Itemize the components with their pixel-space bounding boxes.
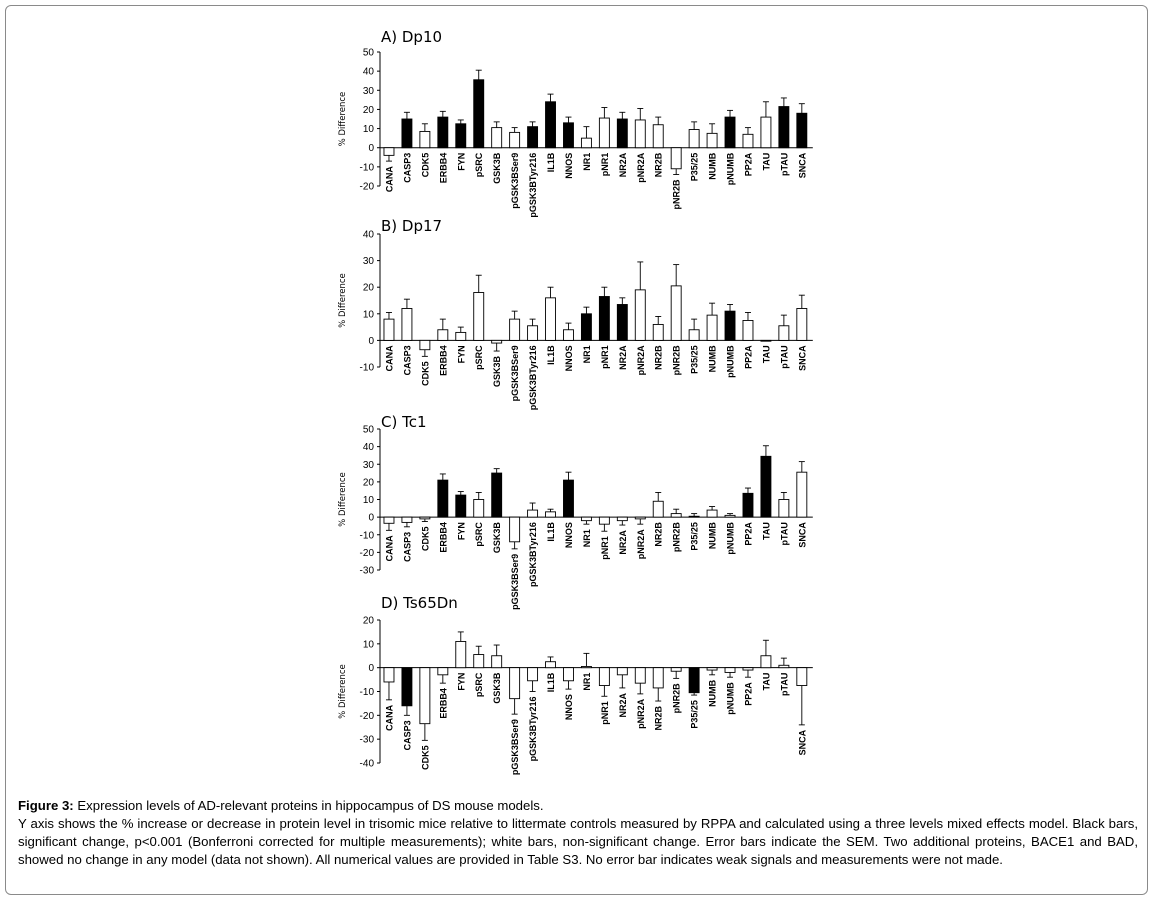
panel-c-tc1-bar-p35-25: [689, 516, 699, 517]
panel-c-tc1-category-label-pnumb: pNUMB: [725, 522, 736, 555]
panel-c-tc1-category-label-p35-25: P35/25: [689, 522, 700, 551]
panel-b-dp17-bar-tau: [761, 340, 771, 341]
panel-a-dp10-y-tick-label: -10: [359, 162, 374, 174]
panel-b-dp17-bar-pp2a: [743, 320, 753, 340]
panel-a-dp10-bar-pnr2b: [671, 148, 681, 169]
panel-a-dp10-bar-numb: [707, 133, 717, 147]
panel-a-dp10-bar-erbb4: [438, 117, 448, 148]
caption-title: Expression levels of AD-relevant proteins in hippocampus of DS mouse models.: [73, 798, 544, 813]
panel-d-ts65dn: [338, 594, 813, 775]
panel-c-tc1-ylabel: % Difference: [338, 472, 348, 527]
caption-label: Figure 3:: [18, 798, 74, 813]
panel-d-ts65dn-category-label-tau: TAU: [761, 672, 772, 691]
panel-b-dp17-bar-p35-25: [689, 330, 699, 341]
panel-a-dp10-category-label-nr2a: NR2A: [617, 152, 628, 178]
panel-c-tc1-category-label-tau: TAU: [761, 522, 772, 540]
panel-a-dp10-bar-nr2a: [617, 119, 627, 148]
panel-b-dp17-bar-ptau: [779, 326, 789, 341]
caption-heading: [18, 797, 1138, 815]
panel-c-tc1-category-label-numb: NUMB: [707, 522, 718, 550]
panel-a-dp10-ylabel: % Difference: [338, 91, 348, 147]
panel-a-dp10-y-tick-label: -20: [359, 181, 374, 193]
panel-d-ts65dn-bar-pp2a: [743, 668, 753, 670]
panel-c-tc1-category-label-pnr2a: pNR2A: [635, 529, 646, 560]
panel-d-ts65dn-y-tick-label: 0: [368, 663, 374, 675]
panel-a-dp10-category-label-nr2b: NR2B: [653, 152, 664, 178]
panel-a-dp10-category-label-gsk3b: GSK3B: [492, 152, 503, 184]
panel-a-dp10-y-tick-label: 50: [362, 47, 374, 59]
panel-c-tc1-bar-pnr2a: [635, 517, 645, 519]
panel-d-ts65dn-category-label-cdk5: CDK5: [420, 745, 431, 770]
panel-b-dp17-category-label-casp3: CASP3: [402, 345, 413, 376]
panel-b-dp17-y-tick-label: 30: [362, 256, 374, 268]
panel-d-ts65dn-bar-snca: [797, 668, 807, 686]
panel-a-dp10-bar-nr1: [581, 138, 591, 148]
panel-a-dp10-bar-gsk3b: [492, 128, 502, 148]
panel-d-ts65dn-bar-numb: [707, 668, 717, 670]
panel-b-dp17-ylabel: % Difference: [338, 273, 348, 328]
panel-a-dp10-category-label-nnos: NNOS: [563, 152, 574, 179]
panel-c-tc1-bar-gsk3b: [492, 473, 502, 517]
panel-c-tc1-bar-pnumb: [725, 515, 735, 517]
panel-c-tc1-bar-snca: [797, 472, 807, 517]
panel-d-ts65dn-y-tick-label: -40: [359, 758, 374, 770]
panel-b-dp17-bar-nr1: [581, 314, 591, 341]
panel-d-ts65dn-bar-nr1: [581, 666, 591, 667]
panel-d-ts65dn-category-label-nr2a: NR2A: [617, 692, 628, 718]
panel-a-dp10-category-label-snca: SNCA: [797, 152, 808, 179]
panel-b-dp17-title: B) Dp17: [381, 217, 443, 235]
panel-a-dp10-bar-nnos: [563, 123, 573, 148]
panel-c-tc1-y-tick-label: 20: [362, 477, 374, 489]
panel-c-tc1-y-tick-label: 50: [362, 424, 374, 436]
panel-d-ts65dn-y-tick-label: -30: [359, 734, 374, 746]
panel-b-dp17-category-label-tau: TAU: [761, 345, 772, 364]
panel-c-tc1-bar-il1b: [546, 512, 556, 517]
panel-d-ts65dn-y-tick-label: 20: [362, 615, 374, 627]
panel-c-tc1-bar-casp3: [402, 517, 412, 522]
panel-c-tc1-bar-fyn: [456, 495, 466, 517]
panel-b-dp17-y-tick-label: 20: [362, 282, 374, 294]
panel-d-ts65dn-bar-psrc: [474, 655, 484, 668]
panel-c-tc1-category-label-nr1: NR1: [581, 529, 592, 548]
panel-c-tc1-bar-pp2a: [743, 493, 753, 517]
panel-d-ts65dn-y-tick-label: -10: [359, 687, 374, 698]
panel-d-ts65dn-bar-p35-25: [689, 668, 699, 693]
panel-d-ts65dn-bar-nr2a: [617, 668, 627, 675]
panel-b-dp17-category-label-nr1: NR1: [581, 345, 592, 364]
panel-c-tc1-category-label-nnos: NNOS: [563, 522, 574, 549]
panel-a-dp10-y-tick-label: 0: [368, 143, 374, 155]
panel-c-tc1-title: C) Tc1: [381, 413, 427, 431]
panel-b-dp17-category-label-pp2a: PP2A: [743, 345, 754, 369]
panel-b-dp17: [338, 217, 813, 410]
panel-b-dp17-category-label-erbb4: ERBB4: [438, 345, 449, 376]
panel-d-ts65dn-category-label-pnumb: pNUMB: [725, 682, 736, 715]
panel-d-ts65dn-bar-nr2b: [653, 668, 663, 688]
panel-c-tc1-bar-psrc: [474, 500, 484, 518]
panel-a-dp10-bar-pgsk3bser9: [510, 132, 520, 147]
panel-a-dp10-y-tick-label: 20: [362, 104, 374, 116]
panel-d-ts65dn-bar-casp3: [402, 668, 412, 706]
panel-b-dp17-y-tick-label: -10: [359, 362, 374, 374]
panel-c-tc1: [338, 413, 813, 610]
panel-d-ts65dn-category-label-il1b: IL1B: [546, 672, 557, 693]
panel-a-dp10-y-tick-label: 10: [362, 124, 374, 136]
panel-d-ts65dn-category-label-pgsk3bser9: pGSK3BSer9: [510, 719, 521, 776]
panel-a-dp10-bar-ptau: [779, 107, 789, 148]
panel-d-ts65dn-bar-pgsk3bser9: [510, 668, 520, 699]
panel-a-dp10-bar-pp2a: [743, 134, 753, 147]
panel-c-tc1-y-tick-label: -20: [359, 547, 374, 559]
panel-d-ts65dn-bar-cdk5: [420, 668, 430, 724]
panel-b-dp17-bar-nr2a: [617, 304, 627, 340]
panel-d-ts65dn-bar-fyn: [456, 641, 466, 667]
caption-body: Y axis shows the % increase or decrease in protein level in trisomic mice relative to littermate controls measured by RPPA and calculated using a three levels mixed effects model. Black bars, significant change, p<0.001 (Bonferroni corrected for multiple measurements); white bars, non-significant change. Error bars indicate the SEM. Two additional proteins, BACE1 and BAD, showed no change in any model (data not shown). All numerical values are provided in Table S3. No error bar indicates weak signals and measurements were not made.: [18, 816, 1138, 867]
panel-b-dp17-bar-snca: [797, 308, 807, 340]
panel-a-dp10-category-label-psrc: pSRC: [474, 152, 485, 178]
panel-c-tc1-y-tick-label: 30: [362, 459, 374, 471]
panel-d-ts65dn-category-label-fyn: FYN: [456, 672, 467, 691]
panel-b-dp17-bar-nnos: [563, 330, 573, 341]
panel-b-dp17-category-label-psrc: pSRC: [474, 345, 485, 370]
panel-d-ts65dn-bar-tau: [761, 656, 771, 668]
panel-c-tc1-bar-nr2b: [653, 501, 663, 517]
panel-b-dp17-category-label-il1b: IL1B: [546, 345, 557, 365]
panel-c-tc1-bar-erbb4: [438, 480, 448, 517]
panel-d-ts65dn-category-label-psrc: pSRC: [474, 672, 485, 698]
panel-b-dp17-bar-cdk5: [420, 340, 430, 349]
panel-a-dp10-bar-pnr2a: [635, 120, 645, 148]
panel-d-ts65dn-bar-pnumb: [725, 668, 735, 673]
panel-d-ts65dn-bar-nnos: [563, 668, 573, 681]
panel-a-dp10-category-label-fyn: FYN: [456, 152, 467, 171]
panel-d-ts65dn-category-label-p35-25: P35/25: [689, 700, 700, 729]
panel-a-dp10-bar-pnr1: [599, 118, 609, 148]
panel-b-dp17-bar-pnr1: [599, 297, 609, 341]
panel-b-dp17-y-tick-label: 10: [362, 309, 374, 321]
panel-a-dp10-category-label-pgsk3btyr216: pGSK3BTyr216: [528, 152, 539, 218]
panel-a-dp10-bar-cana: [384, 148, 394, 156]
panel-c-tc1-category-label-cdk5: CDK5: [420, 526, 431, 552]
panel-a-dp10-category-label-casp3: CASP3: [402, 152, 413, 183]
panel-d-ts65dn-category-label-nnos: NNOS: [563, 694, 574, 721]
panel-d-ts65dn-category-label-erbb4: ERBB4: [438, 688, 449, 719]
panel-b-dp17-category-label-nr2b: NR2B: [653, 345, 664, 370]
panel-a-dp10-bar-pnumb: [725, 117, 735, 148]
panel-d-ts65dn-bar-erbb4: [438, 668, 448, 675]
panel-a-dp10-bar-p35-25: [689, 130, 699, 148]
panel-b-dp17-category-label-gsk3b: GSK3B: [492, 356, 503, 388]
panel-b-dp17-bar-casp3: [402, 308, 412, 340]
panel-b-dp17-category-label-fyn: FYN: [456, 345, 467, 364]
panel-c-tc1-bar-pnr2b: [671, 514, 681, 518]
panel-d-ts65dn-category-label-nr1: NR1: [581, 672, 592, 691]
panel-b-dp17-bar-il1b: [546, 298, 556, 341]
panel-a-dp10-category-label-ptau: pTAU: [779, 152, 790, 177]
panel-c-tc1-bar-pgsk3bser9: [510, 517, 520, 542]
panel-b-dp17-bar-erbb4: [438, 330, 448, 341]
panel-c-tc1-category-label-pnr2b: pNR2B: [671, 522, 682, 553]
panel-d-ts65dn-bar-pgsk3btyr216: [528, 668, 538, 681]
panel-d-ts65dn-category-label-casp3: CASP3: [402, 720, 413, 751]
panel-b-dp17-bar-nr2b: [653, 324, 663, 340]
panel-d-ts65dn-category-label-cana: CANA: [384, 704, 395, 731]
panel-c-tc1-bar-nnos: [563, 480, 573, 517]
panel-c-tc1-category-label-cana: CANA: [384, 535, 395, 562]
panel-b-dp17-bar-psrc: [474, 293, 484, 341]
panel-c-tc1-category-label-gsk3b: GSK3B: [492, 522, 503, 554]
panel-c-tc1-category-label-il1b: IL1B: [546, 522, 557, 542]
panel-d-ts65dn-category-label-gsk3b: GSK3B: [492, 672, 503, 704]
panel-b-dp17-category-label-nr2a: NR2A: [617, 345, 628, 370]
panel-b-dp17-category-label-numb: NUMB: [707, 345, 718, 373]
panel-d-ts65dn-bar-ptau: [779, 665, 789, 667]
panel-b-dp17-y-tick-label: 0: [368, 335, 374, 347]
panel-a-dp10-category-label-pnumb: pNUMB: [725, 152, 736, 186]
panel-d-ts65dn-category-label-pp2a: PP2A: [743, 682, 754, 706]
panel-b-dp17-bar-pnr2b: [671, 286, 681, 341]
panel-d-ts65dn-title: D) Ts65Dn: [381, 594, 458, 612]
panel-a-dp10-category-label-erbb4: ERBB4: [438, 152, 449, 184]
panel-d-ts65dn-category-label-ptau: pTAU: [779, 672, 790, 696]
panel-a-dp10-category-label-numb: NUMB: [707, 152, 718, 180]
panel-b-dp17-bar-cana: [384, 319, 394, 340]
panel-d-ts65dn-bar-cana: [384, 668, 394, 682]
panel-c-tc1-y-tick-label: 10: [362, 495, 374, 506]
panel-c-tc1-y-tick-label: 0: [368, 512, 374, 524]
panel-c-tc1-bar-nr2a: [617, 517, 627, 521]
panel-c-tc1-bar-pgsk3btyr216: [528, 510, 538, 517]
panel-d-ts65dn-bar-pnr2b: [671, 668, 681, 672]
panel-d-ts65dn-y-tick-label: 10: [362, 639, 374, 651]
panel-a-dp10-bar-pgsk3btyr216: [528, 127, 538, 148]
panel-c-tc1-bar-tau: [761, 456, 771, 517]
panel-d-ts65dn-bar-pnr2a: [635, 668, 645, 683]
panel-c-tc1-category-label-pgsk3bser9: pGSK3BSer9: [510, 553, 521, 610]
panel-a-dp10-category-label-pnr1: pNR1: [599, 152, 610, 177]
panel-a-dp10-category-label-cana: CANA: [384, 166, 395, 193]
panel-b-dp17-category-label-pnr2a: pNR2A: [635, 345, 646, 376]
panel-b-dp17-category-label-p35-25: P35/25: [689, 345, 700, 374]
panel-c-tc1-bar-numb: [707, 510, 717, 517]
panel-b-dp17-bar-fyn: [456, 332, 466, 340]
panel-b-dp17-category-label-ptau: pTAU: [779, 345, 790, 369]
panel-a-dp10-title: A) Dp10: [381, 28, 443, 46]
panel-b-dp17-category-label-nnos: NNOS: [563, 345, 574, 372]
panel-a-dp10-category-label-il1b: IL1B: [546, 152, 557, 173]
panel-c-tc1-category-label-nr2b: NR2B: [653, 522, 664, 547]
panel-b-dp17-category-label-pnr2b: pNR2B: [671, 345, 682, 376]
panel-c-tc1-bar-cdk5: [420, 517, 430, 519]
panel-b-dp17-category-label-cdk5: CDK5: [420, 361, 431, 386]
panel-c-tc1-category-label-pnr1: pNR1: [599, 536, 610, 560]
panel-b-dp17-bar-pnr2a: [635, 290, 645, 341]
panel-c-tc1-bar-pnr1: [599, 517, 609, 524]
panel-a-dp10-bar-psrc: [474, 80, 484, 148]
panel-a-dp10-bar-snca: [797, 113, 807, 147]
panel-a-dp10-bar-tau: [761, 117, 771, 148]
panel-a-dp10-bar-cdk5: [420, 131, 430, 147]
panel-c-tc1-category-label-pp2a: PP2A: [743, 522, 754, 546]
panel-a-dp10-y-tick-label: 30: [362, 85, 374, 97]
panel-d-ts65dn-ylabel: % Difference: [338, 664, 348, 719]
panel-b-dp17-bar-pgsk3btyr216: [528, 326, 538, 341]
panel-c-tc1-bar-ptau: [779, 500, 789, 518]
panel-c-tc1-bar-nr1: [581, 517, 591, 521]
panel-d-ts65dn-y-tick-label: -20: [359, 710, 374, 722]
panel-c-tc1-category-label-erbb4: ERBB4: [438, 522, 449, 553]
panel-a-dp10-category-label-pnr2b: pNR2B: [671, 179, 682, 210]
panel-c-tc1-category-label-nr2a: NR2A: [617, 530, 628, 555]
panel-a-dp10-y-tick-label: 40: [362, 66, 374, 78]
panel-d-ts65dn-category-label-pgsk3btyr216: pGSK3BTyr216: [528, 696, 539, 762]
panel-c-tc1-y-tick-label: 40: [362, 442, 374, 454]
panel-c-tc1-category-label-psrc: pSRC: [474, 522, 485, 547]
panel-d-ts65dn-category-label-pnr2b: pNR2B: [671, 683, 682, 714]
panel-a-dp10-category-label-pnr2a: pNR2A: [635, 152, 646, 183]
panel-a-dp10-bar-il1b: [546, 102, 556, 148]
panel-b-dp17-bar-numb: [707, 315, 717, 340]
panel-c-tc1-bar-cana: [384, 517, 394, 523]
panel-d-ts65dn-bar-pnr1: [599, 668, 609, 686]
panel-b-dp17-category-label-pnumb: pNUMB: [725, 345, 736, 378]
panel-b-dp17-category-label-cana: CANA: [384, 345, 395, 372]
panel-b-dp17-bar-pgsk3bser9: [510, 319, 520, 340]
panel-c-tc1-category-label-snca: SNCA: [797, 522, 808, 548]
panel-a-dp10: [338, 28, 813, 218]
panel-b-dp17-bar-gsk3b: [492, 340, 502, 343]
panel-a-dp10-category-label-nr1: NR1: [581, 152, 592, 171]
panel-d-ts65dn-category-label-pnr1: pNR1: [599, 701, 610, 725]
panel-b-dp17-y-tick-label: 40: [362, 229, 374, 241]
panel-c-tc1-y-tick-label: -30: [359, 565, 374, 577]
panel-c-tc1-category-label-fyn: FYN: [456, 522, 467, 541]
panel-c-tc1-y-tick-label: -10: [359, 530, 374, 542]
panel-a-dp10-bar-nr2b: [653, 125, 663, 148]
panel-c-tc1-category-label-casp3: CASP3: [402, 531, 413, 562]
panel-b-dp17-category-label-pgsk3bser9: pGSK3BSer9: [510, 345, 521, 402]
panel-b-dp17-category-label-snca: SNCA: [797, 345, 808, 371]
panel-d-ts65dn-bar-il1b: [546, 662, 556, 668]
panel-b-dp17-bar-pnumb: [725, 311, 735, 340]
panel-a-dp10-category-label-pp2a: PP2A: [743, 152, 754, 177]
panel-d-ts65dn-bar-gsk3b: [492, 656, 502, 668]
panel-b-dp17-category-label-pnr1: pNR1: [599, 345, 610, 369]
panel-a-dp10-category-label-cdk5: CDK5: [420, 152, 431, 178]
panel-d-ts65dn-category-label-snca: SNCA: [797, 729, 808, 756]
panel-a-dp10-category-label-p35-25: P35/25: [689, 152, 700, 182]
panel-a-dp10-category-label-pgsk3bser9: pGSK3BSer9: [510, 152, 521, 209]
panel-d-ts65dn-category-label-numb: NUMB: [707, 679, 718, 707]
panel-a-dp10-bar-fyn: [456, 124, 466, 148]
panel-b-dp17-category-label-pgsk3btyr216: pGSK3BTyr216: [528, 345, 539, 411]
panel-a-dp10-bar-casp3: [402, 119, 412, 148]
panel-c-tc1-category-label-ptau: pTAU: [779, 522, 790, 546]
figure-caption: [18, 797, 1138, 869]
panel-c-tc1-category-label-pgsk3btyr216: pGSK3BTyr216: [528, 522, 539, 587]
panel-d-ts65dn-category-label-pnr2a: pNR2A: [635, 698, 646, 729]
panel-d-ts65dn-category-label-nr2b: NR2B: [653, 706, 664, 731]
panel-a-dp10-category-label-tau: TAU: [761, 152, 772, 171]
